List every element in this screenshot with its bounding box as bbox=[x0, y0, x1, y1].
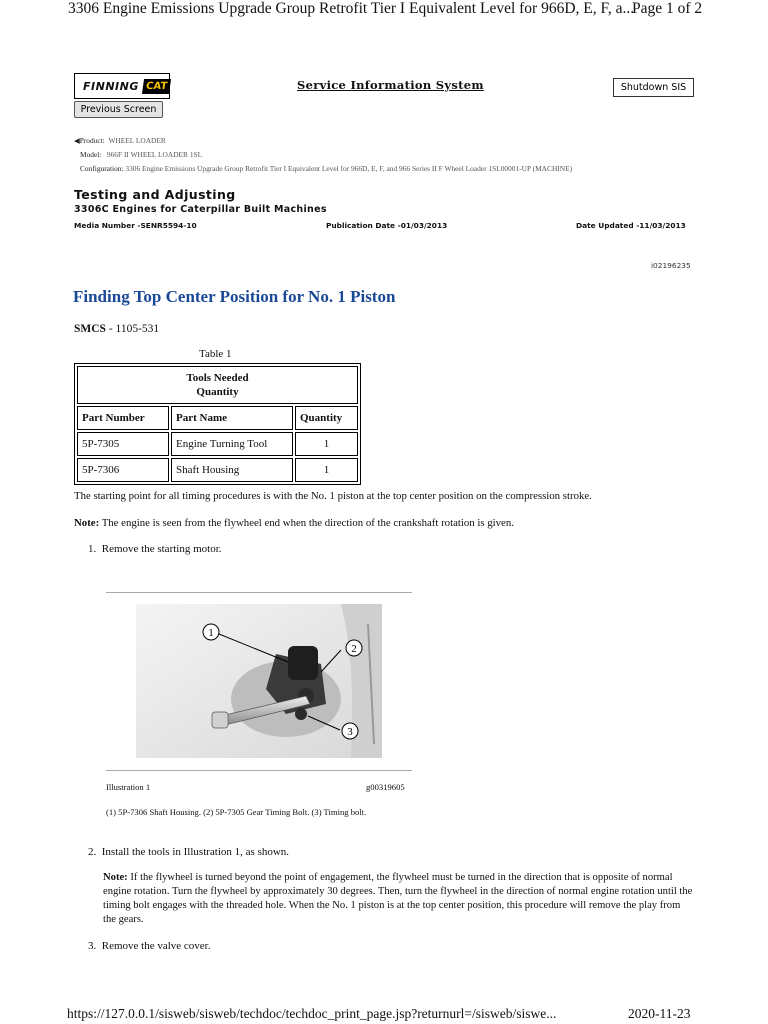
step-3 bbox=[88, 940, 211, 952]
figure-id: g00319605 bbox=[366, 782, 405, 792]
table-row bbox=[77, 432, 358, 456]
breadcrumb-configuration bbox=[80, 164, 572, 173]
table-cell: 1 bbox=[295, 432, 358, 456]
cat-logo-icon: CAT bbox=[142, 79, 171, 94]
table-header bbox=[77, 366, 358, 404]
callout-1-label: 1 bbox=[208, 627, 214, 639]
section-title: Testing and Adjusting bbox=[74, 187, 236, 202]
note-text: The engine is seen from the flywheel end when the direction of the crankshaft rotation is given. bbox=[99, 517, 514, 529]
callout-2-label: 2 bbox=[351, 643, 357, 655]
intro-paragraph: The starting point for all timing procedures is with the No. 1 piston at the top center position on the compression stroke. bbox=[74, 490, 592, 502]
shutdown-sis-button[interactable]: Shutdown SIS bbox=[613, 78, 694, 97]
note-label: Note: bbox=[74, 517, 100, 529]
figure-bottom-rule bbox=[106, 770, 412, 771]
breadcrumb-product-value: WHEEL LOADER bbox=[108, 136, 166, 145]
table-cell: Shaft Housing bbox=[171, 458, 293, 482]
print-header-title: 3306 Engine Emissions Upgrade Group Retrofit Tier I Equivalent Level for 966D, E, F, a... bbox=[68, 0, 635, 17]
print-footer-url: https://127.0.0.1/sisweb/sisweb/techdoc/techdoc_print_page.jsp?returnurl=/sisweb/siswe... bbox=[67, 1006, 557, 1021]
step-text: Remove the valve cover. bbox=[101, 940, 211, 952]
step-number: 1. bbox=[88, 543, 97, 555]
figure-caption: (1) 5P-7306 Shaft Housing. (2) 5P-7305 Gear Timing Bolt. (3) Timing bolt. bbox=[106, 807, 367, 817]
breadcrumb-product bbox=[74, 136, 166, 145]
document-subtitle: 3306C Engines for Caterpillar Built Machines bbox=[74, 204, 327, 215]
breadcrumb-product-key: Product: bbox=[79, 136, 105, 145]
breadcrumb-config-key: Configuration: bbox=[80, 164, 124, 173]
table-cell: 5P-7305 bbox=[77, 432, 169, 456]
smcs-label: SMCS bbox=[74, 323, 106, 335]
figure-label: Illustration 1 bbox=[106, 782, 151, 792]
column-header: Part Name bbox=[171, 406, 293, 430]
note-2-paragraph bbox=[103, 871, 693, 927]
previous-screen-button[interactable]: Previous Screen bbox=[74, 101, 163, 118]
note-text: If the flywheel is turned beyond the point of engagement, the flywheel must be turned in the direction that is opposite of normal engine rotation. Turn the flywheel by approximately 30 degrees. Then, turn the flywheel in the direction of normal engine rotation until the timing bolt engages with the threaded hole. When the No. 1 piston is at the top center position, this procedure will remove the play from the gears. bbox=[103, 872, 693, 925]
step-number: 3. bbox=[88, 940, 97, 952]
note-paragraph bbox=[74, 517, 514, 529]
breadcrumb-model-value: 966F II WHEEL LOADER 1SL bbox=[106, 150, 203, 159]
engine-illustration bbox=[136, 604, 382, 758]
step-1 bbox=[88, 543, 222, 555]
breadcrumb-config-value: 3306 Engine Emissions Upgrade Group Retrofit Tier I Equivalent Level for 966D, E, F, and 966 Series II F Wheel Loader 1SL00001-UP (MACHINE) bbox=[125, 164, 573, 173]
document-id: i02196235 bbox=[651, 261, 691, 270]
note-label: Note: bbox=[103, 872, 128, 883]
smcs-value: - 1105-531 bbox=[105, 323, 160, 335]
callout-3-label: 3 bbox=[347, 726, 353, 738]
step-text: Install the tools in Illustration 1, as shown. bbox=[101, 846, 290, 858]
smcs-code bbox=[74, 323, 159, 335]
back-arrow-icon[interactable]: ◀ bbox=[74, 136, 80, 145]
table-row bbox=[77, 458, 358, 482]
breadcrumb-model bbox=[80, 150, 202, 159]
figure-top-rule bbox=[106, 592, 412, 593]
page-title: Finding Top Center Position for No. 1 Piston bbox=[73, 287, 396, 306]
date-updated: Date Updated -11/03/2013 bbox=[576, 221, 686, 230]
tools-table bbox=[74, 363, 361, 485]
publication-date: Publication Date -01/03/2013 bbox=[326, 221, 448, 230]
step-number: 2. bbox=[88, 846, 97, 858]
finning-cat-logo bbox=[74, 73, 170, 99]
table-cell: 5P-7306 bbox=[77, 458, 169, 482]
print-footer-date: 2020-11-23 bbox=[628, 1006, 691, 1021]
print-header-page-number: Page 1 of 2 bbox=[632, 0, 703, 17]
table-cell: 1 bbox=[295, 458, 358, 482]
sis-title: Service Information System bbox=[297, 78, 484, 92]
media-number: Media Number -SENR5594-10 bbox=[74, 221, 197, 230]
table-header-line1: Tools Needed bbox=[186, 372, 249, 384]
breadcrumb-model-key: Model: bbox=[80, 150, 102, 159]
step-2 bbox=[88, 846, 289, 858]
table-column-headers bbox=[77, 406, 358, 430]
column-header: Quantity bbox=[295, 406, 358, 430]
step-text: Remove the starting motor. bbox=[101, 543, 222, 555]
logo-word: FINNING bbox=[83, 79, 139, 93]
column-header: Part Number bbox=[77, 406, 169, 430]
table-caption: Table 1 bbox=[199, 348, 232, 360]
table-cell: Engine Turning Tool bbox=[171, 432, 293, 456]
table-header-line2: Quantity bbox=[196, 386, 239, 398]
